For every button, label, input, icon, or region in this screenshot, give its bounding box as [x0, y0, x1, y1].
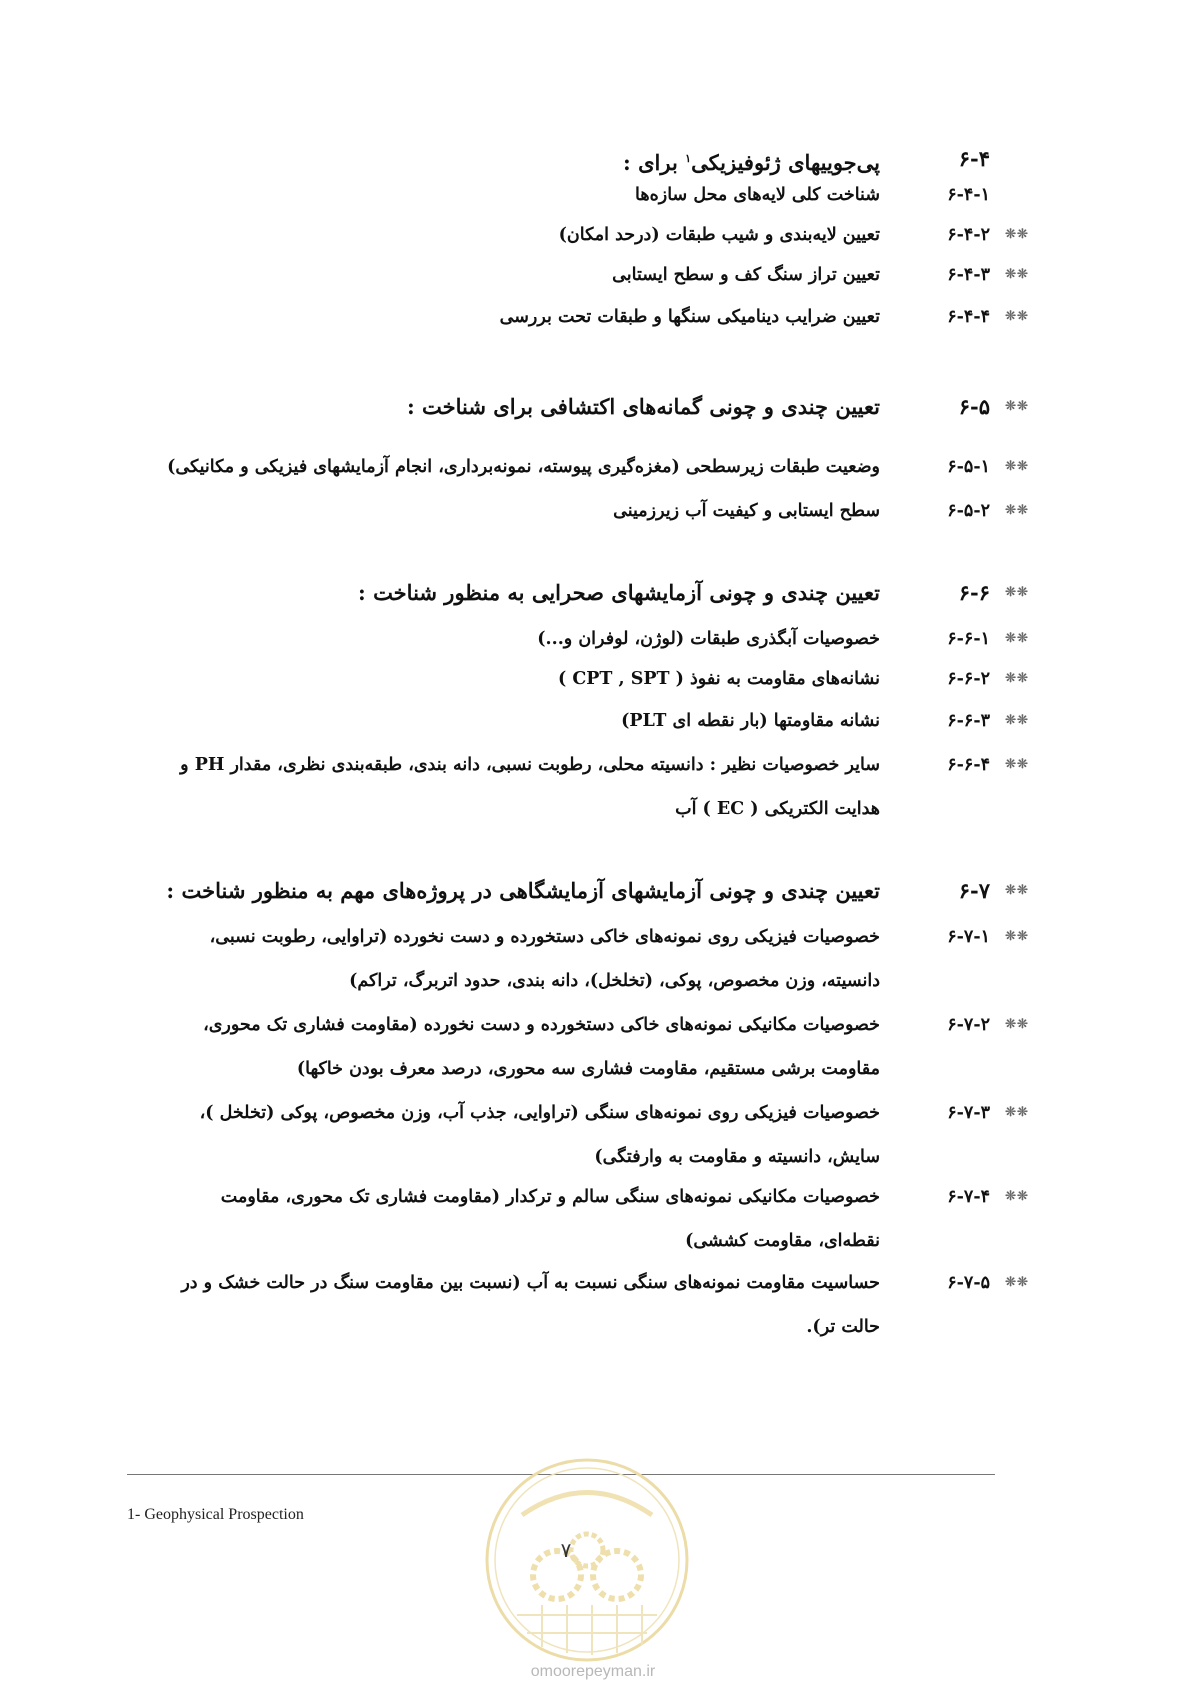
section-title: تعیین چندی و چونی آزمایشهای صحرایی به منظور شناخت : [358, 580, 880, 605]
section-number: ۶-۶ [958, 580, 990, 605]
item-text: خصوصیات فیزیکی روی نمونه‌های سنگی (تراوایی، جذب آب، وزن مخصوص، پوکی (تخلخل )، سایش، دانسیته و مقاومت به وارفتگی) [199, 1103, 880, 1167]
item-number: ۶-۶-۱ [947, 629, 990, 649]
asterisk-mark-icon: ❊❊ [1005, 1017, 1029, 1032]
asterisk-mark-icon: ❊❊ [1005, 503, 1029, 518]
asterisk-mark-icon: ❊❊ [1005, 1189, 1029, 1204]
item-text: نشانه مقاومتها (بار نقطه ای PLT) [621, 711, 880, 731]
item-text: نشانه‌های مقاومت به نفوذ ( CPT , SPT ) [557, 669, 880, 689]
asterisk-mark-icon: ❊❊ [1005, 267, 1029, 282]
asterisk-mark-icon: ❊❊ [1005, 399, 1029, 414]
asterisk-mark-icon: ❊❊ [1005, 757, 1029, 772]
item-number: ۶-۴-۴ [947, 307, 990, 327]
section-number: ۶-۴ [958, 146, 990, 171]
asterisk-mark-icon: ❊❊ [1005, 1105, 1029, 1120]
footnote-text: 1- Geophysical Prospection [127, 1506, 304, 1523]
item-number: ۶-۵-۲ [947, 501, 990, 521]
section-number: ۶-۵ [958, 394, 990, 419]
asterisk-mark-icon: ❊❊ [1005, 227, 1029, 242]
watermark-logo-icon [482, 1455, 692, 1665]
item-number: ۶-۷-۲ [947, 1015, 990, 1035]
item-number: ۶-۵-۱ [947, 457, 990, 477]
asterisk-mark-icon: ❊❊ [1005, 929, 1029, 944]
asterisk-mark-icon: ❊❊ [1005, 459, 1029, 474]
item-text: سایر خصوصیات نظیر : دانسیته محلی، رطوبت نسبی، دانه بندی، طبقه‌بندی نظری، مقدار PH و هدایت الکتریکی ( EC ) آب [180, 755, 880, 819]
asterisk-mark-icon: ❊❊ [1005, 1275, 1029, 1290]
item-number: ۶-۷-۱ [947, 927, 990, 947]
item-text: تعیین لایه‌بندی و شیب طبقات (درحد امکان) [558, 225, 880, 245]
asterisk-mark-icon: ❊❊ [1005, 585, 1029, 600]
footnote-marker: ۱ [685, 152, 692, 165]
item-number: ۶-۶-۳ [947, 711, 990, 731]
item-text: شناخت کلی لایه‌های محل سازه‌ها [635, 185, 880, 205]
item-number: ۶-۷-۳ [947, 1103, 990, 1123]
item-number: ۶-۷-۵ [947, 1273, 990, 1293]
item-number: ۶-۶-۲ [947, 669, 990, 689]
asterisk-mark-icon: ❊❊ [1005, 671, 1029, 686]
section-title: تعیین چندی و چونی آزمایشهای آزمایشگاهی در پروژه‌های مهم به منظور شناخت : [166, 878, 880, 903]
item-text: تعیین تراز سنگ کف و سطح ایستابی [612, 265, 880, 285]
page-number: ۷ [560, 1538, 572, 1562]
asterisk-mark-icon: ❊❊ [1005, 713, 1029, 728]
section-title: پی‌جوییهای ژئوفیزیکی$^۱$ برای : [623, 150, 880, 175]
item-text: وضعیت طبقات زیرسطحی (مغزه‌گیری پیوسته، نمونه‌برداری، انجام آزمایشهای فیزیکی و مکانیکی) [167, 457, 880, 477]
section-number: ۶-۷ [958, 878, 990, 903]
asterisk-mark-icon: ❊❊ [1005, 631, 1029, 646]
item-text: تعیین ضرایب دینامیکی سنگها و طبقات تحت بررسی [499, 307, 880, 327]
asterisk-mark-icon: ❊❊ [1005, 883, 1029, 898]
watermark-site: omoorepeyman.ir [530, 1663, 656, 1680]
item-text: سطح ایستابی و کیفیت آب زیرزمینی [613, 501, 880, 521]
asterisk-mark-icon: ❊❊ [1005, 309, 1029, 324]
item-text: خصوصیات مکانیکی نمونه‌های سنگی سالم و ترکدار (مقاومت فشاری تک محوری، مقاومت نقطه‌ای، مقاومت کششی) [220, 1187, 880, 1251]
item-number: ۶-۴-۳ [947, 265, 990, 285]
item-text: خصوصیات آبگذری طبقات (لوژن، لوفران و...) [537, 629, 880, 649]
item-text: حساسیت مقاومت نمونه‌های سنگی نسبت به آب (نسبت بین مقاومت سنگ در حالت خشک و در حالت تر). [181, 1273, 880, 1337]
item-text: خصوصیات فیزیکی روی نمونه‌های خاکی دستخورده و دست نخورده (تراوایی، رطوبت نسبی، دانسیته، وزن مخصوص، پوکی، (تخلخل)، دانه بندی، حدود اتربرگ، تراکم) [209, 927, 880, 991]
item-number: ۶-۷-۴ [947, 1187, 990, 1207]
item-number: ۶-۶-۴ [947, 755, 990, 775]
item-text: خصوصیات مکانیکی نمونه‌های خاکی دستخورده و دست نخورده (مقاومت فشاری تک محوری، مقاومت برشی مستقیم، مقاومت فشاری سه محوری، درصد معرف بودن خاکها) [203, 1015, 880, 1079]
item-number: ۶-۴-۱ [947, 185, 990, 205]
section-title: تعیین چندی و چونی گمانه‌های اکتشافی برای شناخت : [406, 394, 880, 419]
item-number: ۶-۴-۲ [947, 225, 990, 245]
